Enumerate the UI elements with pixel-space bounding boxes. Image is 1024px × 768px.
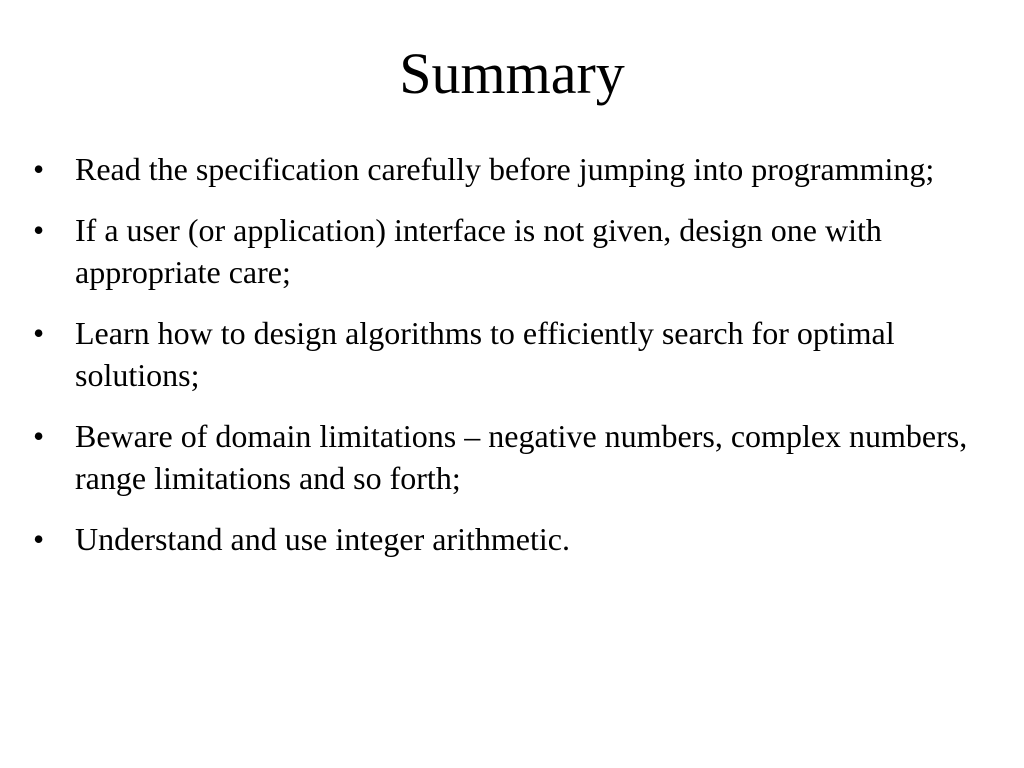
bullet-item	[28, 209, 988, 293]
bullet-icon: •	[33, 212, 45, 248]
bullet-icon: •	[33, 521, 45, 557]
bullet-text: Beware of domain limitations – negative numbers, complex numbers, range limitations and so forth;	[75, 418, 968, 496]
bullet-list	[28, 148, 988, 579]
bullet-item	[28, 148, 988, 190]
bullet-text: Learn how to design algorithms to efficiently search for optimal solutions;	[75, 315, 895, 393]
bullet-text: Understand and use integer arithmetic.	[75, 521, 570, 557]
bullet-item	[28, 415, 988, 499]
bullet-icon: •	[33, 418, 45, 454]
bullet-icon: •	[33, 315, 45, 351]
slide-title: Summary	[399, 41, 625, 106]
bullet-item	[28, 518, 988, 560]
bullet-icon: •	[33, 151, 45, 187]
bullet-item	[28, 312, 988, 396]
bullet-text: Read the specification carefully before jumping into programming;	[75, 151, 935, 187]
bullet-text: If a user (or application) interface is not given, design one with appropriate care;	[75, 212, 882, 290]
